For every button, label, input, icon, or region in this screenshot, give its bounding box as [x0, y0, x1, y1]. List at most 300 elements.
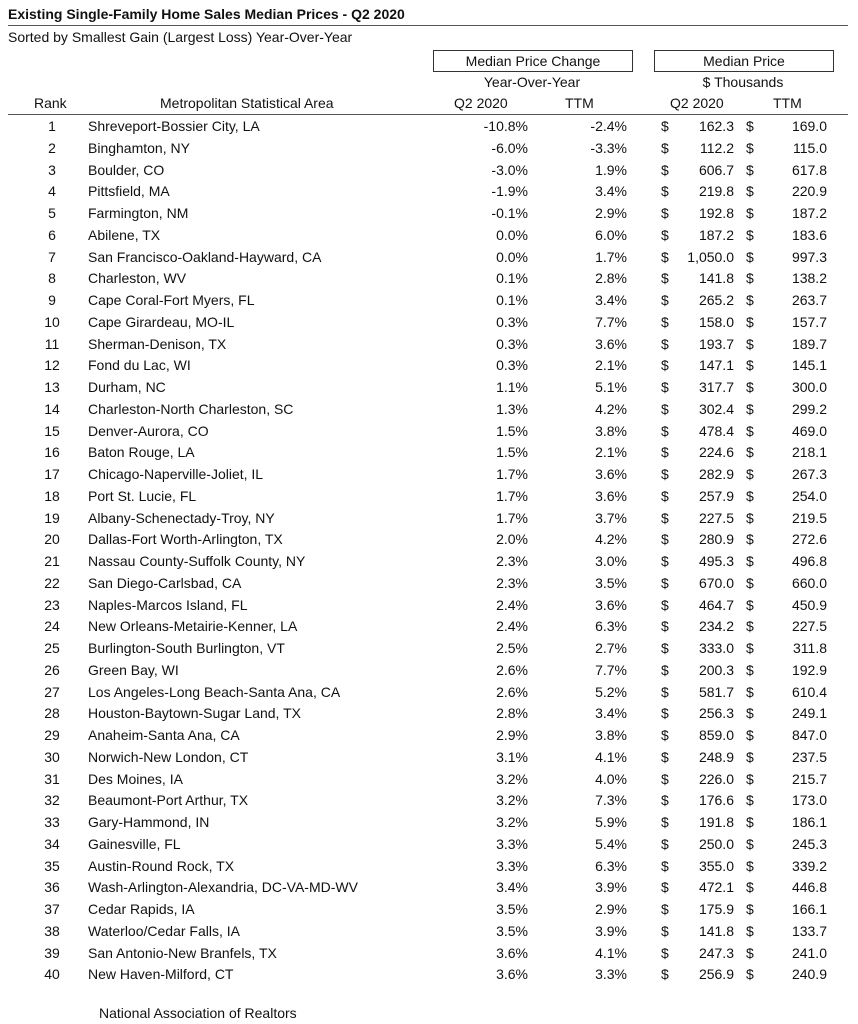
dollar-sign: $	[661, 574, 669, 591]
q2-change-cell: 2.8%	[496, 705, 528, 722]
table-row	[0, 486, 858, 508]
table-row	[0, 943, 858, 965]
dollar-sign: $	[746, 487, 754, 504]
dollar-sign: $	[746, 205, 754, 221]
ttm-price-cell: 192.9	[791, 661, 827, 678]
ttm-price-cell: 157.7	[791, 313, 827, 330]
q2-price-cell: 226.0	[698, 770, 734, 787]
ttm-change-cell: 3.6%	[595, 335, 627, 352]
dollar-sign: $	[661, 422, 669, 439]
q2-price-cell: 464.7	[698, 596, 734, 613]
table-row	[0, 138, 858, 160]
ttm-price-cell: 186.1	[791, 814, 827, 830]
ttm-price-cell: 240.9	[791, 966, 827, 983]
dollar-sign: $	[661, 466, 669, 482]
dollar-sign: $	[746, 661, 754, 678]
table-row	[0, 421, 858, 443]
dollar-sign: $	[746, 226, 754, 243]
q2-change-cell: 0.0%	[496, 248, 528, 265]
msa-cell: Wash-Arlington-Alexandria, DC-VA-MD-WV	[88, 879, 358, 896]
ttm-change-cell: 6.0%	[595, 226, 627, 243]
dollar-sign: $	[661, 292, 669, 308]
ttm-change-cell: 1.7%	[595, 248, 627, 265]
dollar-sign: $	[746, 879, 754, 896]
rank-cell: 16	[44, 444, 60, 461]
dollar-sign: $	[661, 118, 669, 134]
ttm-price-cell: 272.6	[791, 531, 827, 548]
rank-cell: 15	[44, 422, 60, 439]
column-header-rank: Rank	[34, 95, 67, 111]
dollar-sign: $	[661, 139, 669, 156]
dollar-sign: $	[661, 226, 669, 243]
ttm-price-cell: 187.2	[791, 205, 827, 221]
ttm-price-cell: 169.0	[791, 118, 827, 134]
rank-cell: 4	[48, 183, 56, 200]
table-row	[0, 595, 858, 617]
group-subheader-thousands: $ Thousands	[702, 74, 784, 90]
dollar-sign: $	[746, 727, 754, 743]
ttm-price-cell: 133.7	[791, 922, 827, 939]
q2-price-cell: 670.0	[698, 574, 734, 591]
ttm-price-cell: 263.7	[791, 292, 827, 308]
dollar-sign: $	[661, 966, 669, 983]
dollar-sign: $	[746, 183, 754, 200]
ttm-price-cell: 299.2	[791, 400, 827, 417]
dollar-sign: $	[746, 966, 754, 983]
q2-change-cell: 3.6%	[496, 966, 528, 983]
ttm-change-cell: 3.9%	[595, 879, 627, 896]
dollar-sign: $	[661, 835, 669, 852]
q2-price-cell: 192.8	[698, 205, 734, 221]
q2-change-cell: 3.1%	[496, 748, 528, 765]
ttm-change-cell: 3.3%	[595, 966, 627, 983]
ttm-change-cell: 3.7%	[595, 509, 627, 526]
dollar-sign: $	[746, 835, 754, 852]
msa-cell: Des Moines, IA	[88, 770, 183, 787]
rank-cell: 5	[48, 205, 56, 221]
data-table-body	[0, 116, 858, 986]
rank-cell: 39	[44, 944, 60, 961]
msa-cell: Abilene, TX	[88, 226, 161, 243]
table-row	[0, 877, 858, 899]
q2-change-cell: 2.4%	[496, 618, 528, 635]
group-subheader-year-over-year: Year-Over-Year	[483, 74, 581, 90]
msa-cell: Waterloo/Cedar Falls, IA	[88, 922, 240, 939]
dollar-sign: $	[746, 509, 754, 526]
q2-change-cell: 0.3%	[496, 357, 528, 374]
dollar-sign: $	[661, 879, 669, 896]
ttm-price-cell: 267.3	[791, 466, 827, 482]
ttm-price-cell: 610.4	[791, 683, 827, 700]
q2-change-cell: 2.3%	[496, 574, 528, 591]
table-row	[0, 442, 858, 464]
rank-cell: 9	[48, 292, 56, 308]
q2-price-cell: 191.8	[698, 814, 734, 830]
dollar-sign: $	[746, 792, 754, 809]
table-row	[0, 725, 858, 747]
q2-change-cell: 0.1%	[496, 292, 528, 308]
msa-cell: Anaheim-Santa Ana, CA	[88, 727, 240, 743]
q2-price-cell: 141.8	[698, 922, 734, 939]
q2-price-cell: 147.1	[698, 357, 734, 374]
dollar-sign: $	[661, 248, 669, 265]
ttm-price-cell: 496.8	[791, 553, 827, 569]
ttm-change-cell: 6.3%	[595, 857, 627, 874]
dollar-sign: $	[661, 596, 669, 613]
dollar-sign: $	[746, 683, 754, 700]
q2-price-cell: 158.0	[698, 313, 734, 330]
msa-cell: Farmington, NM	[88, 205, 189, 221]
column-header-q2-change: Q2 2020	[454, 95, 508, 111]
q2-price-cell: 227.5	[698, 509, 734, 526]
table-row	[0, 573, 858, 595]
q2-price-cell: 355.0	[698, 857, 734, 874]
ttm-change-cell: 3.6%	[595, 487, 627, 504]
q2-change-cell: 3.4%	[496, 879, 528, 896]
ttm-change-cell: 5.1%	[595, 379, 627, 395]
ttm-price-cell: 183.6	[791, 226, 827, 243]
q2-change-cell: 2.6%	[496, 661, 528, 678]
msa-cell: Port St. Lucie, FL	[88, 487, 197, 504]
ttm-change-cell: 7.7%	[595, 313, 627, 330]
dollar-sign: $	[746, 400, 754, 417]
ttm-change-cell: 7.3%	[595, 792, 627, 809]
q2-change-cell: 1.7%	[496, 466, 528, 482]
q2-price-cell: 478.4	[698, 422, 734, 439]
msa-cell: San Antonio-New Branfels, TX	[88, 944, 277, 961]
q2-price-cell: 112.2	[700, 139, 734, 156]
dollar-sign: $	[661, 901, 669, 917]
table-row	[0, 921, 858, 943]
dollar-sign: $	[746, 705, 754, 722]
ttm-change-cell: 4.2%	[595, 531, 627, 548]
ttm-change-cell: 3.4%	[595, 705, 627, 722]
ttm-change-cell: 4.0%	[595, 770, 627, 787]
msa-cell: Durham, NC	[88, 379, 166, 395]
ttm-change-cell: 2.8%	[595, 270, 627, 287]
msa-cell: Pittsfield, MA	[88, 183, 170, 200]
table-row	[0, 181, 858, 203]
rank-cell: 14	[44, 400, 60, 417]
q2-change-cell: -10.8%	[483, 118, 528, 134]
msa-cell: Shreveport-Bossier City, LA	[88, 118, 260, 134]
q2-change-cell: -3.0%	[491, 161, 528, 178]
rank-cell: 19	[44, 509, 60, 526]
q2-price-cell: 256.9	[698, 966, 734, 983]
q2-price-cell: 472.1	[698, 879, 734, 896]
dollar-sign: $	[661, 814, 669, 830]
rank-cell: 10	[44, 313, 60, 330]
ttm-price-cell: 469.0	[791, 422, 827, 439]
dollar-sign: $	[746, 139, 754, 156]
table-row	[0, 160, 858, 182]
q2-price-cell: 859.0	[698, 727, 734, 743]
rank-cell: 38	[44, 922, 60, 939]
table-row	[0, 856, 858, 878]
q2-change-cell: 0.0%	[496, 226, 528, 243]
msa-cell: Norwich-New London, CT	[88, 748, 249, 765]
q2-price-cell: 247.3	[698, 944, 734, 961]
q2-price-cell: 187.2	[698, 226, 734, 243]
rank-cell: 36	[44, 879, 60, 896]
ttm-change-cell: 2.7%	[595, 640, 627, 656]
q2-price-cell: 141.8	[698, 270, 734, 287]
q2-change-cell: 1.5%	[496, 422, 528, 439]
ttm-change-cell: 3.0%	[595, 553, 627, 569]
dollar-sign: $	[746, 379, 754, 395]
q2-price-cell: 495.3	[698, 553, 734, 569]
msa-cell: Austin-Round Rock, TX	[88, 857, 235, 874]
rank-cell: 25	[44, 640, 60, 656]
rank-cell: 22	[44, 574, 60, 591]
dollar-sign: $	[661, 727, 669, 743]
ttm-change-cell: 2.1%	[595, 444, 627, 461]
dollar-sign: $	[661, 183, 669, 200]
dollar-sign: $	[746, 292, 754, 308]
ttm-change-cell: 4.1%	[595, 944, 627, 961]
q2-change-cell: 3.2%	[496, 792, 528, 809]
table-row	[0, 769, 858, 791]
dollar-sign: $	[661, 857, 669, 874]
ttm-price-cell: 617.8	[791, 161, 827, 178]
dollar-sign: $	[661, 705, 669, 722]
msa-cell: Houston-Baytown-Sugar Land, TX	[88, 705, 301, 722]
source-footer: National Association of Realtors	[99, 1005, 297, 1021]
ttm-change-cell: 5.9%	[595, 814, 627, 830]
q2-change-cell: 3.2%	[496, 770, 528, 787]
dollar-sign: $	[661, 922, 669, 939]
rank-cell: 31	[44, 770, 60, 787]
table-row	[0, 812, 858, 834]
q2-price-cell: 317.7	[698, 379, 734, 395]
ttm-price-cell: 218.1	[791, 444, 827, 461]
q2-price-cell: 333.0	[698, 640, 734, 656]
ttm-change-cell: 7.7%	[595, 661, 627, 678]
column-header-msa: Metropolitan Statistical Area	[160, 95, 334, 111]
table-row	[0, 203, 858, 225]
dollar-sign: $	[661, 313, 669, 330]
dollar-sign: $	[661, 770, 669, 787]
msa-cell: Beaumont-Port Arthur, TX	[88, 792, 249, 809]
q2-price-cell: 234.2	[698, 618, 734, 635]
ttm-change-cell: 4.1%	[595, 748, 627, 765]
ttm-price-cell: 245.3	[791, 835, 827, 852]
rank-cell: 37	[44, 901, 60, 917]
q2-change-cell: 0.1%	[496, 270, 528, 287]
q2-price-cell: 162.3	[698, 118, 734, 134]
dollar-sign: $	[661, 205, 669, 221]
q2-price-cell: 256.3	[698, 705, 734, 722]
msa-cell: Cape Coral-Fort Myers, FL	[88, 292, 255, 308]
rank-cell: 12	[44, 357, 60, 374]
rank-cell: 24	[44, 618, 60, 635]
ttm-price-cell: 847.0	[791, 727, 827, 743]
dollar-sign: $	[661, 335, 669, 352]
q2-change-cell: 2.5%	[496, 640, 528, 656]
rank-cell: 23	[44, 596, 60, 613]
rank-cell: 3	[48, 161, 56, 178]
q2-price-cell: 280.9	[698, 531, 734, 548]
table-row	[0, 268, 858, 290]
dollar-sign: $	[661, 161, 669, 178]
ttm-change-cell: 3.6%	[595, 596, 627, 613]
dollar-sign: $	[746, 574, 754, 591]
msa-cell: Denver-Aurora, CO	[88, 422, 209, 439]
rank-cell: 18	[44, 487, 60, 504]
q2-change-cell: 1.7%	[496, 487, 528, 504]
table-row	[0, 747, 858, 769]
dollar-sign: $	[661, 357, 669, 374]
q2-change-cell: 1.1%	[496, 379, 528, 395]
ttm-change-cell: 1.9%	[595, 161, 627, 178]
msa-cell: Burlington-South Burlington, VT	[88, 640, 285, 656]
rank-cell: 7	[48, 248, 56, 265]
q2-change-cell: -6.0%	[491, 139, 528, 156]
header-divider	[8, 114, 848, 115]
dollar-sign: $	[746, 922, 754, 939]
q2-price-cell: 224.6	[698, 444, 734, 461]
ttm-price-cell: 138.2	[791, 270, 827, 287]
q2-change-cell: 1.7%	[496, 509, 528, 526]
group-header-median-price: Median Price	[654, 50, 834, 72]
rank-cell: 21	[44, 553, 60, 569]
rank-cell: 33	[44, 814, 60, 830]
table-row	[0, 464, 858, 486]
dollar-sign: $	[746, 901, 754, 917]
table-row	[0, 508, 858, 530]
ttm-price-cell: 254.0	[791, 487, 827, 504]
ttm-price-cell: 300.0	[791, 379, 827, 395]
dollar-sign: $	[746, 814, 754, 830]
ttm-change-cell: 3.8%	[595, 727, 627, 743]
rank-cell: 17	[44, 466, 60, 482]
q2-change-cell: 1.3%	[496, 400, 528, 417]
dollar-sign: $	[746, 596, 754, 613]
rank-cell: 32	[44, 792, 60, 809]
ttm-price-cell: 237.5	[791, 748, 827, 765]
ttm-price-cell: 311.8	[793, 640, 827, 656]
msa-cell: Baton Rouge, LA	[88, 444, 195, 461]
group-header-price-change: Median Price Change	[433, 50, 633, 72]
q2-change-cell: -0.1%	[491, 205, 528, 221]
q2-change-cell: 2.0%	[496, 531, 528, 548]
msa-cell: Fond du Lac, WI	[88, 357, 191, 374]
msa-cell: San Diego-Carlsbad, CA	[88, 574, 242, 591]
table-row	[0, 355, 858, 377]
msa-cell: Nassau County-Suffolk County, NY	[88, 553, 306, 569]
dollar-sign: $	[746, 944, 754, 961]
table-row	[0, 116, 858, 138]
dollar-sign: $	[746, 531, 754, 548]
ttm-change-cell: 3.5%	[595, 574, 627, 591]
ttm-change-cell: -2.4%	[590, 118, 627, 134]
ttm-price-cell: 189.7	[791, 335, 827, 352]
msa-cell: Chicago-Naperville-Joliet, IL	[88, 466, 264, 482]
q2-price-cell: 302.4	[698, 400, 734, 417]
table-row	[0, 247, 858, 269]
msa-cell: Cape Girardeau, MO-IL	[88, 313, 235, 330]
rank-cell: 20	[44, 531, 60, 548]
dollar-sign: $	[661, 509, 669, 526]
ttm-price-cell: 220.9	[791, 183, 827, 200]
table-row	[0, 703, 858, 725]
msa-cell: Dallas-Fort Worth-Arlington, TX	[88, 531, 283, 548]
q2-price-cell: 606.7	[698, 161, 734, 178]
dollar-sign: $	[661, 661, 669, 678]
q2-change-cell: 3.3%	[496, 835, 528, 852]
rank-cell: 2	[48, 139, 56, 156]
dollar-sign: $	[746, 857, 754, 874]
ttm-price-cell: 249.1	[791, 705, 827, 722]
ttm-change-cell: 2.9%	[595, 205, 627, 221]
q2-change-cell: 3.3%	[496, 857, 528, 874]
ttm-change-cell: 5.4%	[595, 835, 627, 852]
dollar-sign: $	[746, 770, 754, 787]
dollar-sign: $	[746, 466, 754, 482]
ttm-price-cell: 227.5	[791, 618, 827, 635]
q2-change-cell: 2.6%	[496, 683, 528, 700]
page-title: Existing Single-Family Home Sales Median Prices - Q2 2020	[8, 4, 848, 26]
rank-cell: 29	[44, 727, 60, 743]
dollar-sign: $	[661, 553, 669, 569]
ttm-change-cell: 2.1%	[595, 357, 627, 374]
ttm-price-cell: 450.9	[791, 596, 827, 613]
q2-change-cell: 2.4%	[496, 596, 528, 613]
ttm-change-cell: 3.9%	[595, 922, 627, 939]
table-row	[0, 616, 858, 638]
dollar-sign: $	[661, 487, 669, 504]
column-header-ttm-change: TTM	[565, 95, 594, 111]
column-header-q2-price: Q2 2020	[670, 95, 724, 111]
q2-change-cell: -1.9%	[491, 183, 528, 200]
dollar-sign: $	[661, 531, 669, 548]
dollar-sign: $	[746, 118, 754, 134]
rank-cell: 8	[48, 270, 56, 287]
ttm-change-cell: 2.9%	[595, 901, 627, 917]
q2-price-cell: 1,050.0	[687, 248, 734, 265]
q2-change-cell: 3.6%	[496, 944, 528, 961]
ttm-price-cell: 219.5	[791, 509, 827, 526]
dollar-sign: $	[661, 400, 669, 417]
ttm-price-cell: 115.0	[793, 139, 827, 156]
column-header-ttm-price: TTM	[773, 95, 802, 111]
q2-change-cell: 0.3%	[496, 313, 528, 330]
table-row	[0, 290, 858, 312]
rank-cell: 35	[44, 857, 60, 874]
dollar-sign: $	[746, 422, 754, 439]
msa-cell: Gainesville, FL	[88, 835, 181, 852]
ttm-price-cell: 339.2	[791, 857, 827, 874]
table-row	[0, 964, 858, 986]
msa-cell: Albany-Schenectady-Troy, NY	[88, 509, 275, 526]
msa-cell: Binghamton, NY	[88, 139, 190, 156]
ttm-price-cell: 215.7	[791, 770, 827, 787]
q2-price-cell: 265.2	[698, 292, 734, 308]
msa-cell: Boulder, CO	[88, 161, 165, 178]
q2-price-cell: 257.9	[698, 487, 734, 504]
q2-change-cell: 2.3%	[496, 553, 528, 569]
dollar-sign: $	[746, 313, 754, 330]
dollar-sign: $	[746, 444, 754, 461]
dollar-sign: $	[746, 553, 754, 569]
msa-cell: Naples-Marcos Island, FL	[88, 596, 248, 613]
table-row	[0, 312, 858, 334]
q2-change-cell: 3.5%	[496, 901, 528, 917]
table-row	[0, 682, 858, 704]
rank-cell: 40	[44, 966, 60, 983]
dollar-sign: $	[661, 379, 669, 395]
table-row	[0, 660, 858, 682]
